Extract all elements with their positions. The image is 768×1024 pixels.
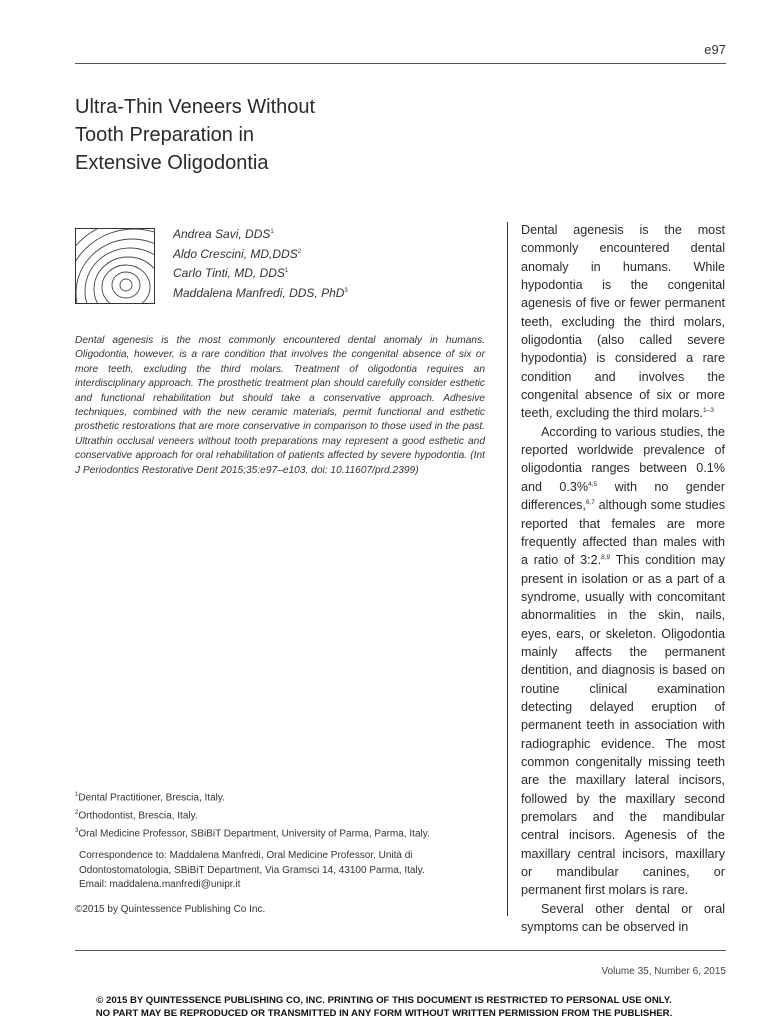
column-divider: [507, 222, 508, 916]
body-paragraph-2: According to various studies, the reported worldwide prevalence of oligodontia ranges between 0.1% and 0.3%$^{4,5}$ with no gender differences,$^{6,7}$ although some studies reported that females are more frequently affected than males with a ratio of 3:2.$^{8,9}$ This condition may present in isolation or as a part of a syndrome, usually with concomitant abnormalities in the skin, nails, eyes, ears, or skeleton. Oligodontia mainly affects the permanent dentition, and diagnosis is based on routine clinical examination detecting delayed eruption of permanent teeth in association with radiographic evidence. The most common congenitally missing teeth are the maxillary lateral incisors, followed by the maxillary second premolars and the mandibular central incisors. Agenesis of the maxillary central incisors, maxillary or mandibular canines, or permanent first molars is rare.: [521, 424, 726, 898]
body-text-column: [521, 221, 725, 936]
citation: 8,9: [601, 554, 611, 561]
title-line-1: Ultra-Thin Veneers Without: [75, 96, 316, 118]
body-paragraph-3: Several other dental or oral symptoms can be observed in: [521, 901, 725, 935]
author-1: Andrea Savi, DDS$^1$: [173, 227, 274, 241]
title-line-2: Tooth Preparation in: [75, 124, 255, 146]
author-4: Maddalena Manfredi, DDS, PhD$^3$: [173, 285, 348, 300]
title-line-3: Extensive Oligodontia: [75, 152, 269, 174]
affiliation-1: $^1$Dental Practitioner, Brescia, Italy.: [75, 792, 225, 804]
body-paragraph-1: Dental agenesis is the most commonly encountered dental anomaly in humans. While hypodontia is the congenital agenesis of five or fewer permanent teeth, excluding the third molars, oligodontia (also called severe hypodontia) is considered a rare condition and involves the congenital absence of six or more teeth, excluding the third molars.$^{1-3}$: [521, 223, 725, 421]
correspondence: [79, 849, 489, 893]
copyright-notice: [0, 994, 768, 1020]
abstract-text: Dental agenesis is the most commonly encountered dental anomaly in humans. Oligodontia, however, is a rare condition that involves the congenital absence of six or more teeth, excluding the third molars. Treatment of oligodontia requires an interdisciplinary approach. The prosthetic treatment plan should carefully consider esthetic and functional rehabilitation but should take a conservative approach. Adhesive techniques, combined with the new ceramic materials, permit functional and esthetic prosthetic restorations that are more conservative in comparison to those used in the past. Ultrathin occlusal veneers without tooth preparations may represent a good esthetic and conservative approach for oral rehabilitation of patients affected by severe hypodontia. (Int J Periodontics Restorative Dent 2015;35:e97–e103. doi: 10.11607/prd.2399): [75, 335, 485, 476]
citation: 6,7: [585, 498, 595, 506]
affiliation-3: $^3$Oral Medicine Professor, SBiBiT Department, University of Parma, Parma, Italy.: [75, 827, 430, 839]
author-list: [173, 224, 348, 302]
correspondence-email[interactable]: Email: maddalena.manfredi@unipr.it: [79, 879, 241, 890]
affiliations: [75, 788, 485, 841]
top-rule: [75, 63, 726, 64]
correspondence-line-1: Correspondence to: Maddalena Manfredi, Oral Medicine Professor, Unità di: [79, 850, 413, 861]
abstract: [75, 334, 485, 478]
citation: 4,5: [588, 480, 598, 488]
affiliation-2: $^2$Orthodontist, Brescia, Italy.: [75, 809, 198, 822]
volume-info: Volume 35, Number 6, 2015: [601, 966, 726, 977]
bottom-rule: [75, 950, 726, 951]
contour-lines-logo-icon: [75, 228, 155, 304]
copyright: ©2015 by Quintessence Publishing Co Inc.: [75, 904, 266, 915]
article-title: [75, 93, 495, 177]
notice-line-1: © 2015 BY QUINTESSENCE PUBLISHING CO, INC. PRINTING OF THIS DOCUMENT IS RESTRICTED TO PERSONAL USE ONLY.: [96, 995, 672, 1006]
author-3: Carlo Tinti, MD, DDS$^1$: [173, 266, 289, 280]
notice-line-2: NO PART MAY BE REPRODUCED OR TRANSMITTED IN ANY FORM WITHOUT WRITTEN PERMISSION FROM THE PUBLISHER.: [95, 1008, 673, 1019]
author-2: Aldo Crescini, MD,DDS$^2$: [173, 246, 302, 261]
page-number: e97: [704, 42, 726, 57]
correspondence-line-2: Odontostomatologia, SBiBiT Department, Via Gramsci 14, 43100 Parma, Italy.: [79, 864, 425, 876]
citation: 1–3: [703, 407, 714, 415]
